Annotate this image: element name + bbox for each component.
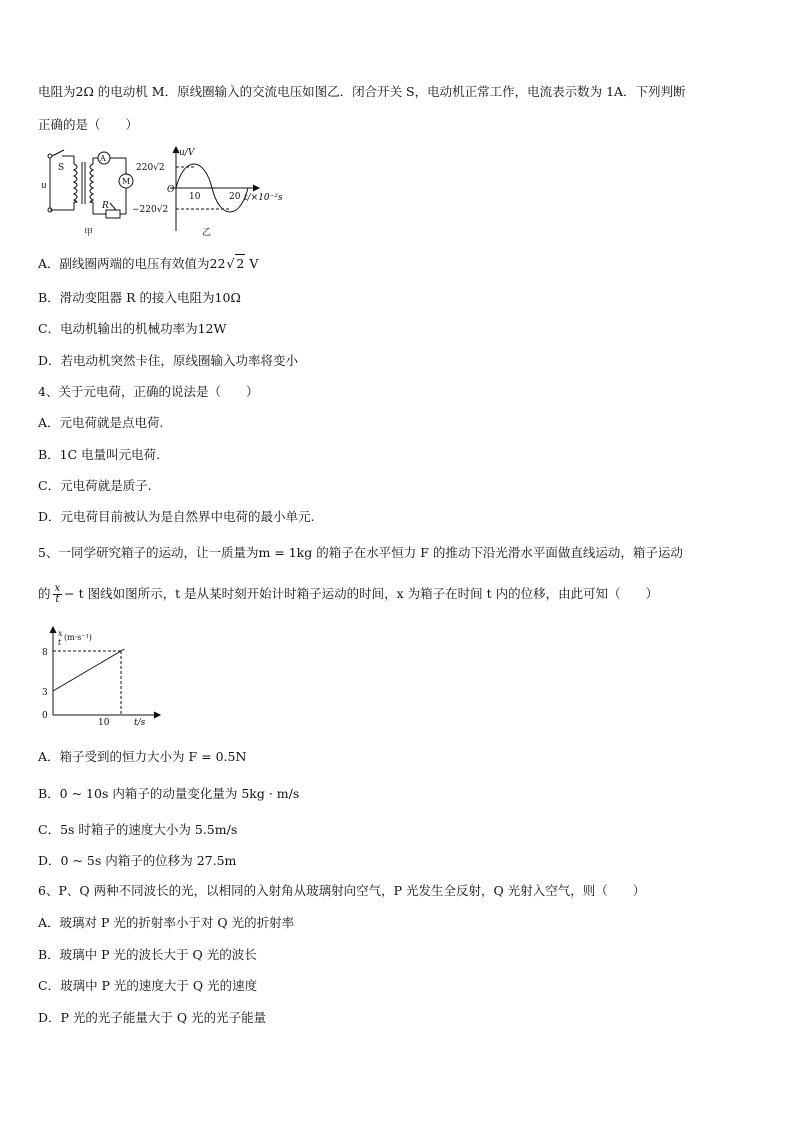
data-line [53, 649, 124, 691]
y-axis-label: u/V [179, 148, 195, 158]
q4-option-c: C．元电荷就是质子. [38, 478, 152, 493]
q6-option-a: A．玻璃对 P 光的折射率小于对 Q 光的折射率 [38, 915, 295, 930]
q5-stem-line2: 的 $\frac{x}{t}$ − t 图线如图所示，t 是从某时刻开始计时箱子运动的时间，x 为箱子在时间 t 内的位移，由此可知（ ） [38, 583, 659, 605]
q4-stem: 4、关于元电荷，正确的说法是（ ） [38, 384, 259, 399]
q5-option-a: A．箱子受到的恒力大小为 F = 0.5N [38, 749, 247, 764]
q3-option-b: B．滑动变阻器 R 的接入电阻为10Ω [38, 290, 241, 305]
velocity-time-graph [34, 624, 174, 728]
y-max-label: 220√2 [136, 163, 165, 173]
q4-option-b: B．1C 电量叫元电荷. [38, 447, 161, 462]
x-tick-10: 10 [189, 192, 201, 202]
y-axis-unit: (m·s⁻¹) [64, 633, 92, 642]
x-tick-20: 20 [229, 192, 241, 202]
y-axis-frac-den: t [58, 638, 62, 647]
q5-option-c: C．5s 时箱子的速度大小为 5.5m/s [38, 822, 238, 837]
q3-option-a: A．副线圈两端的电压有效值为22√ 2 V [38, 256, 259, 271]
input-voltage-label: u [41, 181, 47, 191]
q4-option-a: A．元电荷就是点电荷. [38, 415, 164, 430]
switch-label: S [58, 163, 65, 173]
x-axis-label: t/×10⁻²s [244, 193, 283, 203]
figure-jia-caption: 甲 [84, 228, 94, 238]
q4-option-d: D．元电荷目前被认为是自然界中电荷的最小单元. [38, 509, 315, 524]
q5-stem-line1: 5、一同学研究箱子的运动，让一质量为m = 1kg 的箱子在水平恒力 F 的推动下沿光滑水平面做直线运动，箱子运动 [38, 545, 683, 560]
q3-stem-line1: 电阻为2Ω 的电动机 M．原线圈输入的交流电压如图乙．闭合开关 S，电动机正常工作，电流表示数为 1A．下列判断 [38, 84, 686, 99]
motor-label: M [122, 177, 131, 186]
q5-option-b: B．0 ~ 10s 内箱子的动量变化量为 5kg · m/s [38, 786, 300, 801]
figure-yi-caption: 乙 [202, 228, 212, 238]
x-tick-10: 10 [98, 718, 110, 728]
q6-option-d: D．P 光的光子能量大于 Q 光的光子能量 [38, 1010, 267, 1025]
y-min-label: −220√2 [132, 205, 169, 215]
x-axis-label: t/s [134, 718, 146, 728]
q3-stem-line2: 正确的是（ ） [38, 117, 139, 132]
q3-option-d: D．若电动机突然卡住，原线圈输入功率将变小 [38, 353, 299, 368]
origin-label: 0 [42, 711, 48, 721]
voltage-waveform-yi [132, 146, 302, 238]
q6-option-b: B．玻璃中 P 光的波长大于 Q 光的波长 [38, 947, 257, 962]
y-tick-3: 3 [42, 688, 48, 698]
origin-label: O [167, 185, 175, 195]
q5-option-d: D．0 ~ 5s 内箱子的位移为 27.5m [38, 853, 237, 868]
y-axis-frac-num: x [58, 629, 63, 638]
q6-stem: 6、P、Q 两种不同波长的光，以相同的入射角从玻璃射向空气，P 光发生全反射，Q 光射入空气，则（ ） [38, 883, 646, 898]
y-tick-8: 8 [42, 648, 48, 658]
ammeter-label: A [100, 154, 106, 163]
x-over-t-fraction: $\frac{x}{t}$ [54, 583, 61, 605]
q3-option-c: C．电动机输出的机械功率为12W [38, 321, 227, 336]
resistor-label: R [102, 201, 109, 211]
q6-option-c: C．玻璃中 P 光的速度大于 Q 光的速度 [38, 978, 258, 993]
